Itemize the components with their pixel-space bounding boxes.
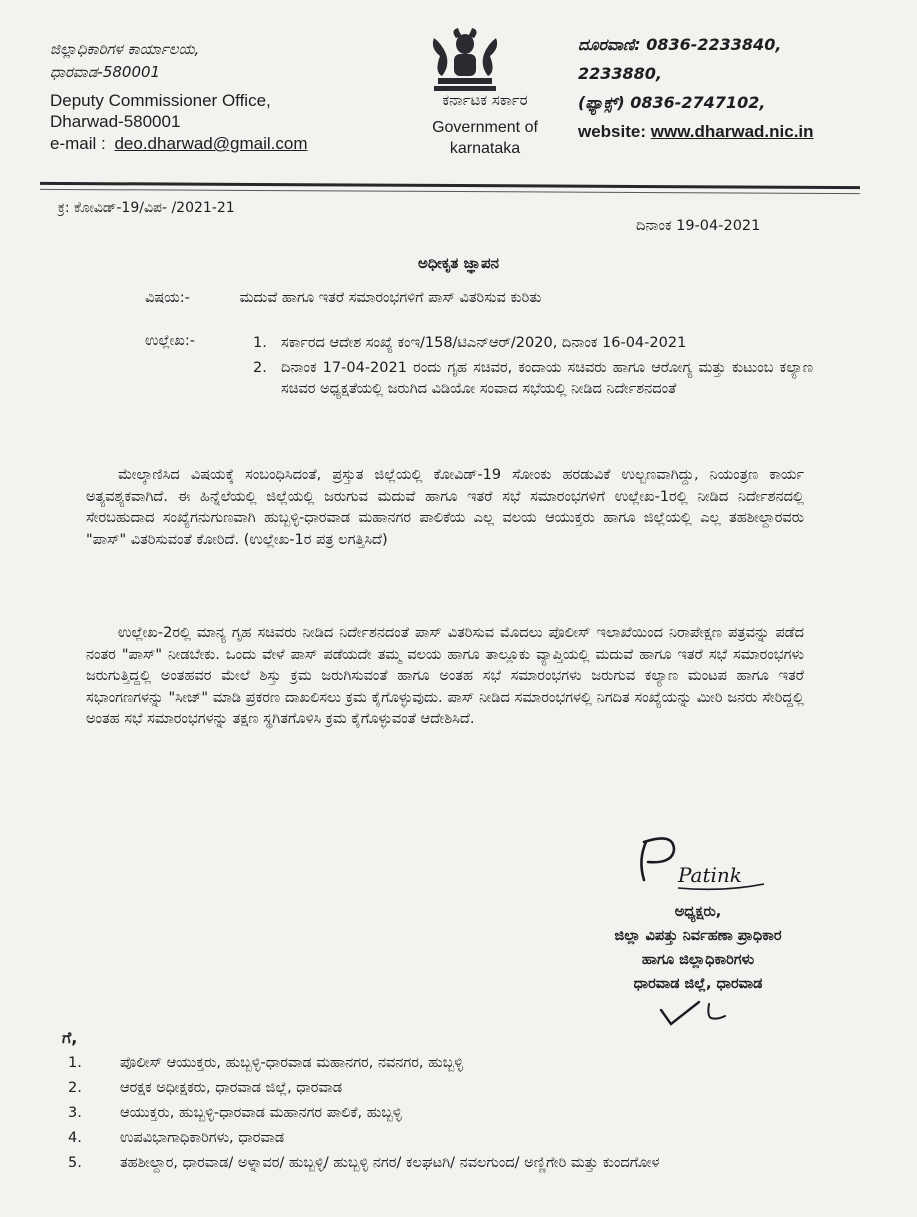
- cc-item: [68, 1127, 898, 1149]
- reference-text-2: ದಿನಾಂಕ 17-04-2021 ರಂದು ಗೃಹ ಸಚಿವರ, ಕಂದಾಯ ಸಚಿವರು ಹಾಗೂ ಆರೋಗ್ಯ ಮತ್ತು ಕುಟುಂಬ ಕಲ್ಯಾಣ ಸಚಿವರ ಅಧ್ಯಕ್ಷತೆಯಲ್ಲಿ ಜರುಗಿದ ವಿಡಿಯೋ ಸಂವಾದ ಸಭೆಯಲ್ಲಿ ನೀಡಿದ ನಿರ್ದೇಶನದಂತೆ: [281, 360, 813, 397]
- website-link[interactable]: www.dharwad.nic.in: [650, 122, 814, 141]
- office-name-english: Deputy Commissioner Office,: [50, 91, 271, 110]
- signatory-authority: ಜಿಲ್ಲಾ ವಿಪತ್ತು ನಿರ್ವಹಣಾ ಪ್ರಾಧಿಕಾರ: [614, 928, 782, 944]
- phone-line2: 2233880,: [578, 64, 663, 83]
- document-title: ಅಧೀಕೃತ ಜ್ಞಾಪನ: [418, 254, 499, 272]
- reference-item: [253, 333, 813, 354]
- signature-text: Patink: [678, 863, 742, 887]
- references-label: ಉಲ್ಲೇಖ:-: [145, 333, 195, 349]
- subject-label: ವಿಷಯ:-: [145, 290, 190, 306]
- government-emblem-icon: [420, 26, 510, 96]
- cc-number: 5.: [68, 1155, 82, 1171]
- cc-list: [68, 1052, 898, 1177]
- cc-item: [68, 1052, 898, 1074]
- references-list: [253, 333, 813, 404]
- cc-text: ತಹಶೀಲ್ದಾರ, ಧಾರವಾಡ/ ಅಳ್ನಾವರ/ ಹುಬ್ಬಳ್ಳಿ/ ಹುಬ್ಬಳ್ಳಿ ನಗರ/ ಕಲಘಟಗಿ/ ನವಲಗುಂದ/ ಅಣ್ಣಿಗೇರಿ ಮತ್ತು ಕುಂದಗೋಳ: [120, 1155, 660, 1171]
- phone-line1: ದೂರವಾಣಿ: 0836-2233840,: [578, 35, 782, 54]
- website-label: website:: [578, 122, 647, 141]
- cc-number: 2.: [68, 1080, 82, 1096]
- cc-number: 3.: [68, 1105, 82, 1121]
- tick-mark-icon: [655, 998, 735, 1028]
- office-city-kannada: ಧಾರವಾಡ-580001: [50, 63, 161, 81]
- cc-item: [68, 1102, 898, 1124]
- cc-text: ಆಯುಕ್ತರು, ಹುಬ್ಬಳ್ಳಿ-ಧಾರವಾಡ ಮಹಾನಗರ ಪಾಲಿಕೆ, ಹುಬ್ಬಳ್ಳಿ: [120, 1105, 402, 1121]
- document-date: ದಿನಾಂಕ 19-04-2021: [636, 218, 761, 234]
- handwritten-signature: [634, 830, 784, 910]
- cc-text: ಪೊಲೀಸ್ ಆಯುಕ್ತರು, ಹುಬ್ಬಳ್ಳಿ-ಧಾರವಾಡ ಮಹಾನಗರ, ನವನಗರ, ಹುಬ್ಬಳ್ಳಿ: [120, 1055, 464, 1071]
- reference-item: [253, 358, 813, 400]
- office-address: [50, 38, 410, 155]
- body-paragraph-2: ಉಲ್ಲೇಖ-2ರಲ್ಲಿ ಮಾನ್ಯ ಗೃಹ ಸಚಿವರು ನೀಡಿದ ನಿರ್ದೇಶನದಂತೆ ಪಾಸ್ ವಿತರಿಸುವ ಮೊದಲು ಪೊಲೀಸ್ ಇಲಾಖೆಯಿಂದ ನಿರಾಪೇಕ್ಷಣ ಪತ್ರವನ್ನು ಪಡೆದ ನಂತರ "ಪಾಸ್" ನೀಡಬೇಕು. ಒಂದು ವೇಳೆ ಪಾಸ್ ಪಡೆಯದೇ ತಮ್ಮ ವಲಯ ಹಾಗೂ ತಾಲ್ಲೂಕು ವ್ಯಾಪ್ತಿಯಲ್ಲಿ ಮದುವೆ ಹಾಗೂ ಇತರೆ ಸಭೆ ಸಮಾರಂಭಗಳು ಜರುಗುತ್ತಿದ್ದಲ್ಲಿ ಅಂತಹವರ ಮೇಲೆ ಶಿಸ್ತು ಕ್ರಮ ಜರುಗಿಸುವಂತೆ ಹಾಗೂ ಅಂತಹ ಸಭೆ ಸಮಾರಂಭಗಳು ಜರುಗುವ ಕಲ್ಯಾಣ ಮಂಟಪ ಹಾಗೂ ಇತರೆ ಸಭಾಂಗಣಗಳನ್ನು "ಸೀಜ್" ಮಾಡಿ ಪ್ರಕರಣ ದಾಖಲಿಸಲು ಕ್ರಮ ಕೈಗೊಳ್ಳುವುದು. ಪಾಸ್ ನೀಡಿದ ಸಮಾರಂಭಗಳಲ್ಲಿ ನಿಗದಿತ ಸಂಖ್ಯೆಯನ್ನು ಮೀರಿ ಜನರು ಸೇರಿದ್ದಲ್ಲಿ ಅಂತಹ ಸಭೆ ಸಮಾರಂಭಗಳನ್ನು ತಕ್ಷಣ ಸ್ಥಗಿತಗೊಳಿಸಿ ಕ್ರಮ ಕೈಗೊಳ್ಳುವಂತೆ ಆದೇಶಿಸಿದೆ.: [86, 625, 804, 727]
- website-line: [578, 117, 898, 146]
- signatory-title: ಅಧ್ಯಕ್ಷರು,: [674, 904, 722, 920]
- government-name-english-line1: Government of: [432, 119, 538, 136]
- signatory-designation: ಹಾಗೂ ಜಿಲ್ಲಾಧಿಕಾರಿಗಳು: [641, 952, 755, 968]
- cc-item: [68, 1152, 898, 1174]
- body-paragraph-1: ಮೇಲ್ಕಾಣಿಸಿದ ವಿಷಯಕ್ಕೆ ಸಂಬಂಧಿಸಿದಂತೆ, ಪ್ರಸ್ತುತ ಜಿಲ್ಲೆಯಲ್ಲಿ ಕೋವಿಡ್-19 ಸೋಂಕು ಹರಡುವಿಕೆ ಉಲ್ಬಣವಾಗಿದ್ದು, ನಿಯಂತ್ರಣ ಕಾರ್ಯ ಅತ್ಯವಶ್ಯಕವಾಗಿದೆ. ಈ ಹಿನ್ನೆಲೆಯಲ್ಲಿ ಜಿಲ್ಲೆಯಲ್ಲಿ ಜರುಗುವ ಮದುವೆ ಹಾಗೂ ಇತರೆ ಸಭೆ ಸಮಾರಂಭಗಳಿಗೆ ಉಲ್ಲೇಖ-1ರಲ್ಲಿ ನೀಡಿದ ನಿರ್ದೇಶನದಲ್ಲಿ ಸೇರಬಹುದಾದ ಸಂಖ್ಯೆಗನುಗುಣವಾಗಿ ಹುಬ್ಬಳ್ಳಿ-ಧಾರವಾಡ ಮಹಾನಗರ ಪಾಲಿಕೆಯ ಎಲ್ಲ ವಲಯ ಆಯುಕ್ತರು ಹಾಗೂ ಜಿಲ್ಲೆಯಲ್ಲಿ ಎಲ್ಲ ತಹಶೀಲ್ದಾರವರು "ಪಾಸ್" ವಿತರಿಸುವಂತೆ ಕೋರಿದೆ. (ಉಲ್ಲೇಖ-1ರ ಪತ್ರ ಲಗತ್ತಿಸಿದೆ): [86, 467, 804, 548]
- cc-text: ಉಪವಿಭಾಗಾಧಿಕಾರಿಗಳು, ಧಾರವಾಡ: [120, 1130, 285, 1146]
- government-title: [400, 90, 570, 159]
- subject-text: ಮದುವೆ ಹಾಗೂ ಇತರೆ ಸಮಾರಂಭಗಳಿಗೆ ಪಾಸ್ ವಿತರಿಸುವ ಕುರಿತು: [239, 290, 542, 306]
- office-name-kannada: ಜಿಲ್ಲಾಧಿಕಾರಿಗಳ ಕಾರ್ಯಾಲಯ,: [50, 40, 200, 58]
- signatory-block: [578, 900, 818, 996]
- cc-item: [68, 1077, 898, 1099]
- cc-text: ಆರಕ್ಷಕ ಅಧೀಕ್ಷಕರು, ಧಾರವಾಡ ಜಿಲ್ಲೆ, ಧಾರವಾಡ: [120, 1080, 343, 1096]
- cc-label: ಗೆ,: [62, 1028, 78, 1047]
- reference-number-1: 1.: [253, 335, 267, 351]
- subject-line: [145, 290, 542, 306]
- header-divider-thin: [40, 189, 860, 194]
- email-label: e-mail :: [50, 134, 106, 153]
- cc-number: 4.: [68, 1130, 82, 1146]
- reference-number-2: 2.: [253, 360, 267, 376]
- header-divider-thick: [40, 182, 860, 189]
- reference-number: ಕ್ರ: ಕೋವಿಡ್-19/ವಿಪ- /2021-21: [58, 200, 235, 216]
- email-line: [50, 132, 410, 155]
- email-link[interactable]: deo.dharwad@gmail.com: [114, 134, 308, 153]
- fax-line: (ಫ್ಯಾಕ್ಸ್) 0836-2747102,: [578, 93, 766, 112]
- office-city-english: Dharwad-580001: [50, 112, 181, 131]
- government-name-kannada: ಕರ್ನಾಟಕ ಸರ್ಕಾರ: [442, 91, 528, 109]
- contact-info: [578, 30, 898, 146]
- signatory-location: ಧಾರವಾಡ ಜಿಲ್ಲೆ, ಧಾರವಾಡ: [633, 976, 763, 992]
- government-name-english-line2: karnataka: [449, 140, 521, 157]
- cc-number: 1.: [68, 1055, 82, 1071]
- reference-text-1: ಸರ್ಕಾರದ ಆದೇಶ ಸಂಖ್ಯೆ ಕಂಇ/158/ಟಿಎನ್‌ಆರ್/2020, ದಿನಾಂಕ 16-04-2021: [281, 335, 687, 351]
